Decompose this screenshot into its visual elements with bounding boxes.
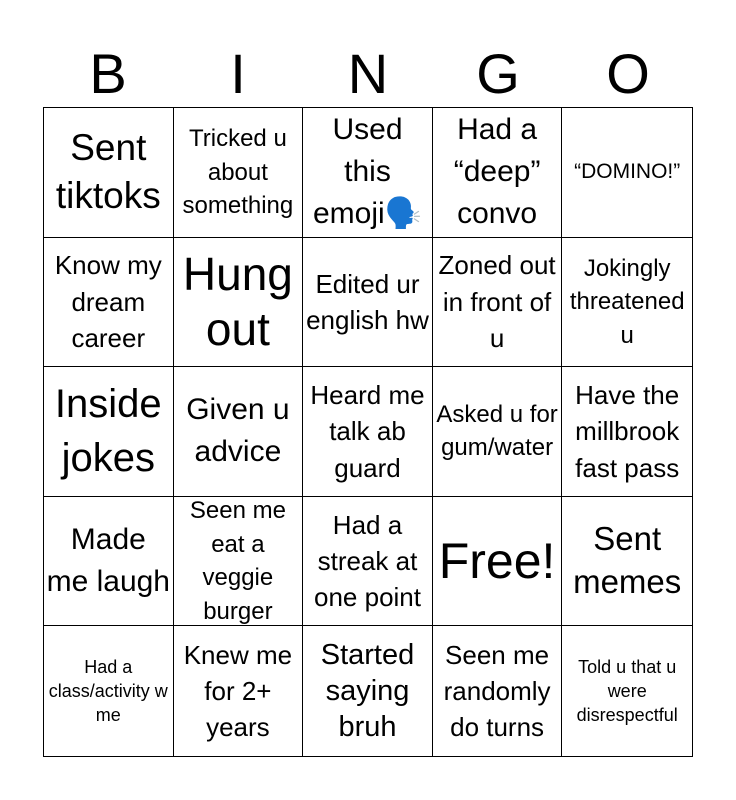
cell-text: Had a “deep” convo [453, 113, 541, 231]
cell-text: Seen me randomly do turns [443, 639, 551, 743]
bingo-cell-g1[interactable] [433, 108, 563, 238]
cell-text: Used this emoji🗣️ [312, 113, 423, 231]
bingo-cell-n3[interactable] [303, 367, 433, 497]
header-letter-g: G [476, 42, 520, 105]
cell-text: Asked u for gum/water [436, 400, 558, 462]
bingo-cell-o5[interactable] [562, 626, 692, 756]
cell-text: Jokingly threatened u [569, 254, 685, 349]
cell-text: Told u that u were disrespectful [576, 656, 678, 726]
bingo-cell-g4[interactable] [433, 497, 563, 627]
cell-text: Know my dream career [54, 250, 162, 354]
bingo-cell-g2[interactable] [433, 238, 563, 368]
bingo-cell-i2[interactable] [174, 238, 304, 368]
bingo-cell-n1[interactable] [303, 108, 433, 238]
bingo-header [43, 40, 693, 108]
bingo-cell-i4[interactable] [174, 497, 304, 627]
cell-text: Heard me talk ab guard [310, 379, 425, 483]
bingo-card [43, 107, 693, 757]
cell-text: Given u advice [186, 393, 290, 469]
cell-text: Edited ur english hw [306, 268, 429, 335]
bingo-cell-i1[interactable] [174, 108, 304, 238]
bingo-cell-b4[interactable] [44, 497, 174, 627]
bingo-cell-b2[interactable] [44, 238, 174, 368]
bingo-cell-b1[interactable] [44, 108, 174, 238]
cell-text: Tricked u about something [182, 124, 294, 220]
bingo-cell-o4[interactable] [562, 497, 692, 627]
header-letter-b: B [89, 42, 127, 105]
bingo-cell-b3[interactable] [44, 367, 174, 497]
cell-text: Sent memes [573, 520, 682, 601]
bingo-cell-n4[interactable] [303, 497, 433, 627]
bingo-cell-o3[interactable] [562, 367, 692, 497]
header-letter-n: N [347, 42, 389, 105]
cell-text: Inside jokes [54, 382, 162, 481]
cell-text: “DOMINO!” [574, 160, 681, 184]
bingo-cell-n2[interactable] [303, 238, 433, 368]
bingo-cell-g3[interactable] [433, 367, 563, 497]
cell-text: Zoned out in front of u [438, 250, 556, 354]
bingo-cell-n5[interactable] [303, 626, 433, 756]
cell-text: Free! [438, 533, 556, 590]
bingo-cell-b5[interactable] [44, 626, 174, 756]
cell-text: Seen me eat a veggie burger [189, 496, 286, 625]
cell-text: Had a class/activity w me [48, 656, 168, 726]
cell-text: Have the millbrook fast pass [575, 379, 680, 483]
bingo-cell-i5[interactable] [174, 626, 304, 756]
cell-text: Sent tiktoks [55, 127, 161, 217]
cell-text: Hung out [182, 247, 293, 355]
cell-text: Started saying bruh [320, 638, 415, 744]
bingo-cell-g5[interactable] [433, 626, 563, 756]
header-letter-o: O [606, 42, 650, 105]
bingo-cell-i3[interactable] [174, 367, 304, 497]
cell-text: Had a streak at one point [314, 509, 421, 613]
header-letter-i: I [230, 42, 246, 105]
cell-text: Made me laugh [46, 523, 170, 599]
cell-text: Knew me for 2+ years [183, 639, 293, 743]
bingo-cell-o2[interactable] [562, 238, 692, 368]
bingo-cell-o1[interactable] [562, 108, 692, 238]
